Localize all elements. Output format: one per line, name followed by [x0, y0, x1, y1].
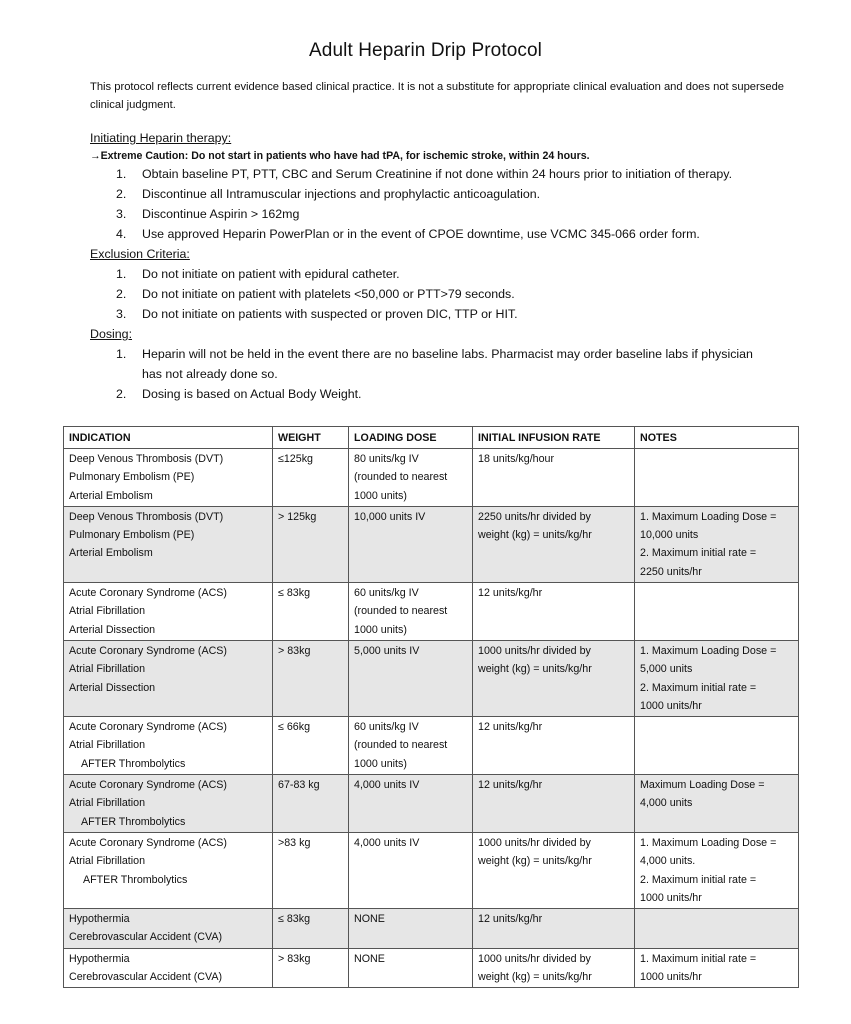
list-item: 3. Discontinue Aspirin > 162mg	[116, 207, 300, 221]
indication-cell-line: Acute Coronary Syndrome (ACS)	[69, 721, 227, 734]
header-indication: INDICATION	[64, 427, 273, 449]
indication-cell-line: AFTER Thrombolytics	[81, 757, 186, 770]
indication-cell-line: Atrial Fibrillation	[69, 605, 146, 618]
loading-dose-cell	[349, 640, 473, 716]
list-item: 2. Discontinue all Intramuscular injections and prophylactic anticoagulation.	[116, 187, 541, 201]
infusion-rate-cell	[473, 506, 635, 582]
table-row	[64, 583, 799, 641]
weight-cell: ≤125kg	[273, 449, 349, 507]
indication-cell-line: Arterial Embolism	[69, 489, 153, 502]
infusion-rate-cell-line: 1000 units/hr divided by	[478, 836, 591, 849]
weight-cell: > 83kg	[273, 948, 349, 988]
notes-cell-line: 1. Maximum Loading Dose =	[640, 644, 777, 657]
notes-cell	[635, 948, 799, 988]
infusion-rate-cell-line: weight (kg) = units/kg/hr	[478, 971, 592, 984]
table-row	[64, 832, 799, 908]
infusion-rate-cell-line: 12 units/kg/hr	[478, 779, 543, 792]
notes-cell-line: 10,000 units	[640, 529, 699, 542]
header-infusion-rate: INITIAL INFUSION RATE	[473, 427, 635, 449]
notes-cell	[635, 449, 799, 507]
infusion-rate-cell	[473, 775, 635, 833]
indication-cell-line: Deep Venous Thrombosis (DVT)	[69, 453, 224, 465]
table-row	[64, 449, 799, 507]
notes-cell-line: 1000 units/hr	[640, 891, 702, 904]
loading-dose-cell	[349, 583, 473, 641]
infusion-rate-cell-line: 2250 units/hr divided by	[478, 510, 591, 523]
list-item: 2. Do not initiate on patient with platelets <50,000 or PTT>79 seconds.	[116, 287, 515, 301]
notes-cell-line: 4,000 units.	[640, 855, 696, 868]
loading-dose-cell	[349, 948, 473, 988]
loading-dose-cell-line: 1000 units)	[354, 489, 407, 502]
notes-cell-line: 2250 units/hr	[640, 565, 702, 578]
indication-cell-line: Arterial Dissection	[69, 623, 156, 636]
loading-dose-cell	[349, 449, 473, 507]
indication-cell-line: Deep Venous Thrombosis (DVT)	[69, 510, 224, 523]
loading-dose-cell-line: 80 units/kg IV	[354, 453, 419, 465]
indication-cell	[64, 775, 273, 833]
table-row	[64, 775, 799, 833]
indication-cell-line: Cerebrovascular Accident (CVA)	[69, 931, 223, 944]
indication-cell-line: Atrial Fibrillation	[69, 739, 146, 752]
table-header-row	[64, 427, 799, 449]
header-weight: WEIGHT	[273, 427, 349, 449]
loading-dose-cell	[349, 909, 473, 949]
loading-dose-cell-line: 4,000 units IV	[354, 779, 420, 792]
notes-cell-line: 1000 units/hr	[640, 971, 702, 984]
indication-cell-line: Arterial Dissection	[69, 681, 156, 694]
weight-cell: > 125kg	[273, 506, 349, 582]
list-item: 4. Use approved Heparin PowerPlan or in the event of CPOE downtime, use VCMC 345-066 order form.	[116, 227, 700, 241]
notes-cell	[635, 832, 799, 908]
weight-cell: ≤ 66kg	[273, 717, 349, 775]
notes-cell-line: 5,000 units	[640, 663, 693, 676]
dosing-list	[90, 344, 810, 404]
indication-cell	[64, 832, 273, 908]
infusion-rate-cell	[473, 640, 635, 716]
infusion-rate-cell	[473, 832, 635, 908]
list-item: 2. Dosing is based on Actual Body Weight.	[116, 387, 362, 401]
caution-note: →Extreme Caution: Do not start in patients who have had tPA, for ischemic stroke, within 24 hours.	[90, 150, 590, 162]
loading-dose-cell-line: NONE	[354, 913, 385, 926]
weight-cell: >83 kg	[273, 832, 349, 908]
indication-cell	[64, 449, 273, 507]
weight-cell: 67-83 kg	[273, 775, 349, 833]
indication-cell-line: Atrial Fibrillation	[69, 663, 146, 676]
weight-cell: ≤ 83kg	[273, 583, 349, 641]
loading-dose-cell-line: (rounded to nearest	[354, 605, 448, 618]
header-loading-dose: LOADING DOSE	[349, 427, 473, 449]
list-item: 1. Obtain baseline PT, PTT, CBC and Serum Creatinine if not done within 24 hours prior to initiation of therapy.	[116, 167, 733, 181]
indication-cell	[64, 640, 273, 716]
loading-dose-cell-line: 1000 units)	[354, 757, 407, 770]
notes-cell-line: Maximum Loading Dose =	[640, 779, 765, 792]
infusion-rate-cell	[473, 909, 635, 949]
indication-cell-line: Atrial Fibrillation	[69, 855, 146, 868]
loading-dose-cell	[349, 717, 473, 775]
loading-dose-cell-line: 60 units/kg IV	[354, 587, 419, 600]
loading-dose-cell	[349, 506, 473, 582]
indication-cell-line: Pulmonary Embolism (PE)	[69, 529, 195, 542]
loading-dose-cell-line: (rounded to nearest	[354, 471, 448, 484]
loading-dose-cell-line: 5,000 units IV	[354, 644, 420, 657]
loading-dose-cell	[349, 775, 473, 833]
infusion-rate-cell-line: 1000 units/hr divided by	[478, 644, 591, 657]
notes-cell-line: 1. Maximum initial rate =	[640, 952, 757, 965]
indication-cell-line: Hypothermia	[69, 913, 130, 926]
notes-cell-line: 1000 units/hr	[640, 699, 702, 712]
dosing-heading: Dosing:	[90, 327, 133, 341]
indication-cell-line: Hypothermia	[69, 952, 130, 965]
infusion-rate-cell	[473, 583, 635, 641]
notes-cell-line: 2. Maximum initial rate =	[640, 873, 757, 886]
infusion-rate-cell-line: 12 units/kg/hr	[478, 587, 543, 600]
indication-cell-line: Acute Coronary Syndrome (ACS)	[69, 587, 227, 600]
loading-dose-cell	[349, 832, 473, 908]
table-row	[64, 640, 799, 716]
infusion-rate-cell-line: 12 units/kg/hr	[478, 913, 543, 926]
infusion-rate-cell	[473, 948, 635, 988]
infusion-rate-cell-line: 12 units/kg/hr	[478, 721, 543, 734]
infusion-rate-cell	[473, 449, 635, 507]
initiating-heading: Initiating Heparin therapy:	[90, 131, 232, 145]
notes-cell-line: 1. Maximum Loading Dose =	[640, 510, 777, 523]
indication-cell-line: AFTER Thrombolytics	[83, 873, 188, 886]
notes-cell	[635, 775, 799, 833]
notes-cell	[635, 583, 799, 641]
initiating-list	[90, 164, 810, 244]
loading-dose-cell-line: 10,000 units IV	[354, 510, 426, 523]
exclusion-heading: Exclusion Criteria:	[90, 247, 190, 261]
infusion-rate-cell-line: 1000 units/hr divided by	[478, 952, 591, 965]
weight-cell: ≤ 83kg	[273, 909, 349, 949]
page-title: Adult Heparin Drip Protocol	[309, 40, 542, 61]
table-row	[64, 717, 799, 775]
table-body	[64, 449, 799, 988]
intro-paragraph: This protocol reflects current evidence based clinical practice. It is not a substitute for appropriate clinical evaluation and does not supersede clinical judgment.	[90, 81, 785, 111]
indication-cell-line: Acute Coronary Syndrome (ACS)	[69, 779, 227, 792]
indication-cell	[64, 909, 273, 949]
indication-cell-line: Cerebrovascular Accident (CVA)	[69, 971, 223, 984]
infusion-rate-cell-line: weight (kg) = units/kg/hr	[478, 529, 592, 542]
loading-dose-cell-line: 60 units/kg IV	[354, 721, 419, 734]
notes-cell-line: 2. Maximum initial rate =	[640, 681, 757, 694]
indication-cell-line: Acute Coronary Syndrome (ACS)	[69, 644, 227, 657]
infusion-rate-cell-line: weight (kg) = units/kg/hr	[478, 855, 592, 868]
indication-cell	[64, 948, 273, 988]
indication-cell-line: Pulmonary Embolism (PE)	[69, 471, 195, 484]
initiating-section	[90, 128, 810, 404]
notes-cell	[635, 909, 799, 949]
loading-dose-cell-line: 1000 units)	[354, 623, 407, 636]
notes-cell-line: 2. Maximum initial rate =	[640, 547, 757, 560]
exclusion-list	[90, 264, 810, 324]
indication-cell	[64, 506, 273, 582]
indication-cell	[64, 717, 273, 775]
indication-cell	[64, 583, 273, 641]
table-row	[64, 506, 799, 582]
infusion-rate-cell-line: weight (kg) = units/kg/hr	[478, 663, 592, 676]
indication-cell-line: Atrial Fibrillation	[69, 797, 146, 810]
loading-dose-cell-line: (rounded to nearest	[354, 739, 448, 752]
list-item: 1. Do not initiate on patient with epidural catheter.	[116, 267, 400, 281]
header-notes: NOTES	[635, 427, 799, 449]
infusion-rate-cell-line: 18 units/kg/hour	[478, 453, 555, 465]
indication-cell-line: AFTER Thrombolytics	[81, 815, 186, 828]
infusion-rate-cell	[473, 717, 635, 775]
list-item: 3. Do not initiate on patients with suspected or proven DIC, TTP or HIT.	[116, 307, 518, 321]
dosing-table	[63, 426, 799, 988]
notes-cell	[635, 640, 799, 716]
notes-cell-line: 1. Maximum Loading Dose =	[640, 836, 777, 849]
notes-cell-line: 4,000 units	[640, 797, 693, 810]
loading-dose-cell-line: 4,000 units IV	[354, 836, 420, 849]
weight-cell: > 83kg	[273, 640, 349, 716]
notes-cell	[635, 717, 799, 775]
loading-dose-cell-line: NONE	[354, 952, 385, 965]
notes-cell	[635, 506, 799, 582]
indication-cell-line: Acute Coronary Syndrome (ACS)	[69, 836, 227, 849]
list-item: 1. Heparin will not be held in the event there are no baseline labs. Pharmacist may order baseline labs if physician has not already done so.	[116, 347, 753, 381]
table-row	[64, 909, 799, 949]
table-row	[64, 948, 799, 988]
indication-cell-line: Arterial Embolism	[69, 547, 153, 560]
